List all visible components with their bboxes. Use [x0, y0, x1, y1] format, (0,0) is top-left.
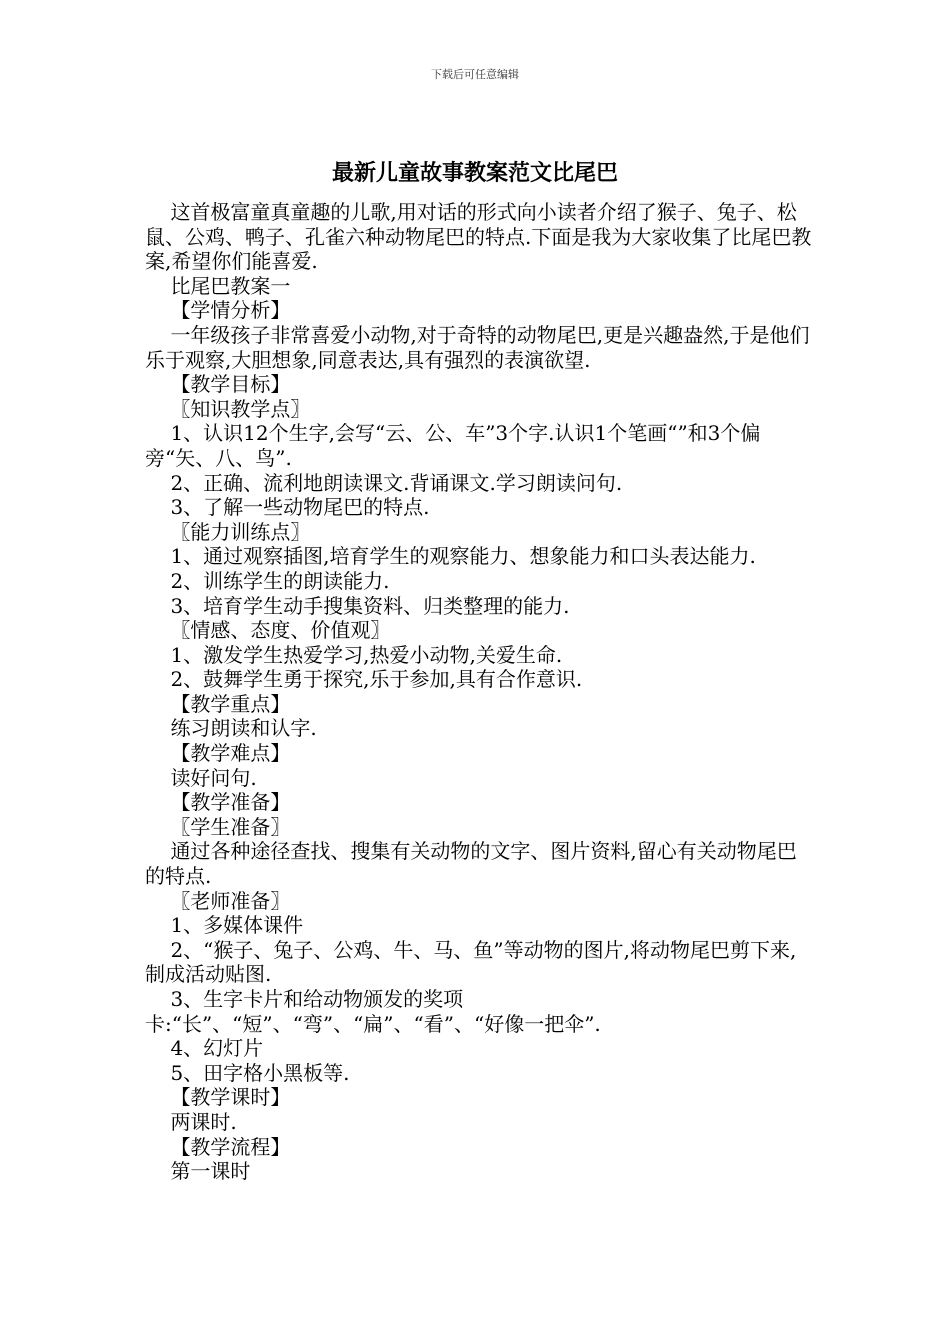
paragraph: 3、了解一些动物尾巴的特点.	[145, 495, 430, 520]
paragraph: 第一课时	[145, 1159, 251, 1184]
paragraph: 〖能力训练点〗	[145, 519, 311, 544]
document-title: 最新儿童故事教案范文比尾巴	[331, 160, 618, 186]
paragraph: 3、培育学生动手搜集资料、归类整理的能力.	[145, 593, 570, 618]
paragraph: 两课时.	[145, 1109, 237, 1134]
paragraph: 〖情感、态度、价值观〗	[145, 618, 391, 643]
paragraph: 【教学重点】	[145, 691, 291, 716]
paragraph: 一年级孩子非常喜爱小动物,对于奇特的动物尾巴,更是兴趣盎然,于是他们乐于观察,大胆想象,同意表达,具有强烈的表演欲望.	[145, 322, 810, 372]
paragraph: 1、认识12个生字,会写“云、公、车”3个字.认识1个笔画“”和3个偏旁“矢、八、鸟”.	[145, 421, 761, 470]
paragraph: 2、正确、流利地朗读课文.背诵课文.学习朗读问句.	[145, 470, 623, 495]
paragraph: 通过各种途径查找、搜集有关动物的文字、图片资料,留心有关动物尾巴的特点.	[145, 839, 797, 889]
paragraph: 3、生字卡片和给动物颁发的奖项卡:“长”、“短”、“弯”、“扁”、“看”、“好像一把伞”.	[145, 987, 601, 1036]
paragraph: 4、幻灯片	[145, 1036, 264, 1061]
paragraph: 【教学难点】	[145, 741, 291, 766]
paragraph: 练习朗读和认字.	[145, 716, 317, 741]
paragraph: 〖知识教学点〗	[145, 396, 311, 421]
paragraph: 【教学准备】	[145, 790, 291, 815]
document-body	[145, 200, 813, 1184]
paragraph: 〖学生准备〗	[145, 814, 291, 839]
paragraph: 读好问句.	[145, 765, 257, 790]
paragraph: 比尾巴教案一	[145, 273, 291, 298]
paragraph: 〖老师准备〗	[145, 888, 291, 913]
paragraph: 5、田字格小黑板等.	[145, 1060, 350, 1085]
paragraph: 1、激发学生热爱学习,热爱小动物,关爱生命.	[145, 642, 563, 667]
paragraph: 【教学流程】	[145, 1134, 291, 1159]
paragraph: 2、“猴子、兔子、公鸡、牛、马、鱼”等动物的图片,将动物尾巴剪下来,制成活动贴图.	[145, 937, 797, 987]
page-header: 下载后可任意编辑	[431, 68, 519, 81]
paragraph: 2、鼓舞学生勇于探究,乐于参加,具有合作意识.	[145, 667, 583, 692]
paragraph: 2、训练学生的朗读能力.	[145, 568, 390, 593]
paragraph: 这首极富童真童趣的儿歌,用对话的形式向小读者介绍了猴子、兔子、松鼠、公鸡、鸭子、孔雀六种动物尾巴的特点.下面是我为大家收集了比尾巴教案,希望你们能喜爱.	[145, 200, 812, 274]
paragraph: 1、多媒体课件	[145, 913, 304, 938]
paragraph: 【学情分析】	[145, 298, 291, 323]
paragraph: 1、通过观察插图,培育学生的观察能力、想象能力和口头表达能力.	[145, 544, 756, 569]
paragraph: 【教学目标】	[145, 372, 291, 397]
paragraph: 【教学课时】	[145, 1085, 291, 1110]
